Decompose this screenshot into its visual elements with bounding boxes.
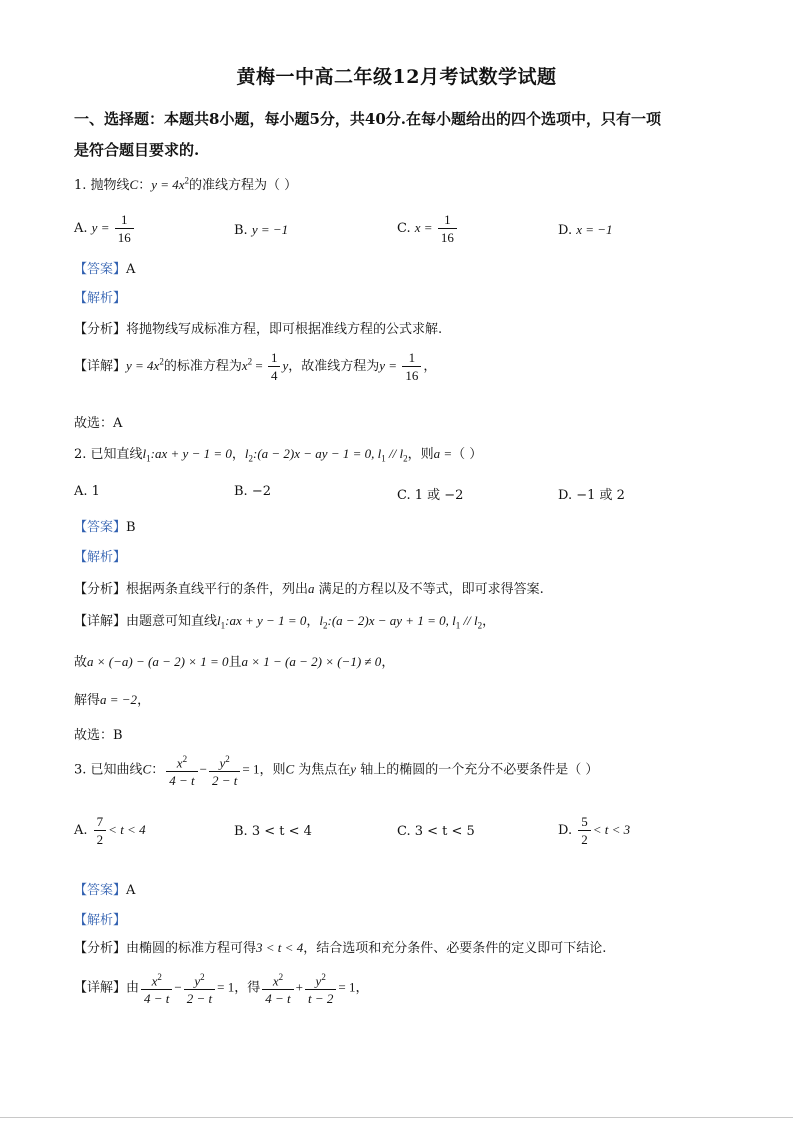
q1-analysis-label: 【解析】 <box>74 291 127 306</box>
q2-detail-l1-sub: 1 <box>220 620 226 631</box>
q3-detail-num1-var: x <box>151 973 158 989</box>
q3-detail-num4-exp: 2 <box>321 972 326 982</box>
q1-answer-value: A <box>126 262 136 277</box>
q2-stem-par: 1 <box>381 453 386 464</box>
q3-answer-label: 【答案】 <box>74 883 127 898</box>
q2-detail-par3: 2 <box>477 620 483 631</box>
q2-detail-l2-sub: 2 <box>322 620 328 631</box>
q1-option-d-label: D. <box>558 223 573 238</box>
q2-detail-l2: l <box>319 613 323 628</box>
q2-stem-eq1: :ax + y − 1 = 0 <box>150 446 232 461</box>
q1-option-c-den: 16 <box>440 230 454 245</box>
q3-stem <box>74 752 598 788</box>
q3-fenxi-eq: 3 < t < 4 <box>256 940 304 955</box>
q3-stem-fraction1 <box>166 752 197 788</box>
q3-detail-den2: 2 − t <box>186 991 213 1007</box>
q2-option-c: C. 1 或 −2 <box>397 488 464 503</box>
q1-option-a-den: 16 <box>117 230 131 245</box>
q3-stem-c2: C <box>285 761 295 777</box>
q2-fenxi-pre: 根据两条直线平行的条件，列出 <box>126 582 309 597</box>
q3-fenxi <box>74 937 606 956</box>
q3-stem-eq: = 1 <box>242 761 260 777</box>
q1-option-c-pre: x = <box>414 220 436 235</box>
q2-answer <box>74 516 136 535</box>
q2-fenxi-a: a <box>308 581 315 596</box>
q3-stem-num1-exp: 2 <box>182 754 188 764</box>
q1-fenxi-text: 将抛物线写成标准方程，即可根据准线方程的公式求解. <box>126 322 443 337</box>
q1-stem <box>74 174 297 193</box>
q1-stem-colon: ： <box>138 178 152 193</box>
q3-stem-num1 <box>166 752 197 772</box>
q2-detail-label: 【详解】 <box>74 614 127 629</box>
q1-detail-mid: 的标准方程为 <box>163 359 242 374</box>
q2-stem-post: ，则 <box>407 447 434 462</box>
q2-detail-par2: // l <box>460 613 478 628</box>
q3-analysis-label: 【解析】 <box>74 913 127 928</box>
q3-detail-eq: = 1 <box>217 979 235 995</box>
q1-option-b <box>234 222 288 238</box>
q1-detail-y2: y = <box>379 358 401 373</box>
q1-detail-eq2: x <box>241 358 248 373</box>
q3-detail-den3: 4 − t <box>265 991 291 1007</box>
q2-line3-eq: a = −2 <box>100 692 138 707</box>
q3-stem-minus: − <box>199 761 207 777</box>
q3-option-d-fraction <box>578 814 591 847</box>
q3-detail-op1: − <box>174 979 182 995</box>
q2-line3 <box>74 689 150 708</box>
q3-detail-den4: t − 2 <box>308 991 334 1007</box>
q3-fenxi-post: ，结合选项和充分条件、必要条件的定义即可下结论. <box>303 941 607 956</box>
q3-detail-num3 <box>262 970 293 990</box>
q3-detail-num4-var: y <box>315 973 322 989</box>
q3-stem-pre: 3. 已知曲线 <box>74 762 143 778</box>
q2-line3-pre: 解得 <box>74 693 101 708</box>
q2-stem-eq2: :(a − 2)x − ay − 1 = 0, l <box>253 446 382 461</box>
q2-stem-l1-sub: 1 <box>146 453 151 464</box>
q2-stem-l2-sub: 2 <box>248 453 253 464</box>
q1-option-a-fraction <box>115 212 134 245</box>
q1-option-c-fraction <box>438 212 457 245</box>
q2-detail-eq2: :(a − 2)x − ay + 1 = 0, l <box>327 613 456 628</box>
q1-stem-c: C <box>129 177 139 192</box>
q2-fenxi-post: 满足的方程以及不等式，即可求得答案. <box>314 582 544 597</box>
q1-detail-exp2: 2 <box>247 356 253 367</box>
q1-stem-eq: y = 4x <box>151 177 185 192</box>
q3-detail-num3-var: x <box>272 973 279 989</box>
q2-line2-eq2: a × 1 − (a − 2) × (−1) ≠ 0 <box>241 654 382 669</box>
q1-option-b-text: y = −1 <box>251 222 289 237</box>
q2-stem-par2: // l <box>385 446 404 461</box>
q3-option-a-label: A. <box>74 823 88 838</box>
q2-answer-value: B <box>126 520 136 535</box>
q3-option-a-fraction <box>94 814 107 847</box>
section-heading-line2: 是符合题目要求的. <box>74 141 200 159</box>
q3-answer-value: A <box>126 883 136 898</box>
q1-option-b-label: B. <box>234 223 248 238</box>
q2-fenxi-label: 【分析】 <box>74 582 127 597</box>
q3-detail-num2-exp: 2 <box>200 972 205 982</box>
q3-detail-num4 <box>305 970 336 990</box>
q2-detail-end: ， <box>482 614 496 629</box>
q3-detail-num1-exp: 2 <box>157 972 162 982</box>
q3-stem-c: C <box>142 761 152 777</box>
q3-option-b: B. 3 < t < 4 <box>234 824 312 839</box>
q3-fenxi-pre: 由椭圆的标准方程可得 <box>126 941 257 956</box>
q3-option-d-label: D. <box>558 823 573 838</box>
q1-detail-end: ， <box>423 359 437 374</box>
q1-detail-den2: 16 <box>405 368 419 383</box>
q2-detail-l1: l <box>217 613 221 628</box>
q2-detail-eq1: :ax + y − 1 = 0 <box>225 613 307 628</box>
q2-stem-sep: ， <box>231 447 245 462</box>
q2-stem-l1: l <box>142 446 147 461</box>
q2-detail-pre: 由题意可知直线 <box>126 614 218 629</box>
q3-option-a-den: 2 <box>96 832 104 847</box>
q2-fenxi <box>74 578 544 597</box>
q1-option-a-label: A. <box>74 221 88 236</box>
q3-detail-pre: 由 <box>126 980 140 996</box>
q1-detail <box>74 350 436 383</box>
q2-option-a: A. 1 <box>74 484 100 499</box>
q1-detail-exp: 2 <box>159 356 164 367</box>
q1-option-a <box>74 212 136 245</box>
section-heading-line1: 一、选择题：本题共8小题，每小题5分，共40分.在每小题给出的四个选项中，只有一项 <box>74 110 661 128</box>
q3-fenxi-label: 【分析】 <box>74 941 127 956</box>
q2-option-d: D. −1 或 2 <box>558 488 625 503</box>
q3-detail-num2-var: y <box>194 973 201 989</box>
q2-line2 <box>74 651 394 670</box>
q1-option-c-num: 1 <box>438 212 457 229</box>
q3-detail-fraction4 <box>305 970 336 1006</box>
q3-detail-op2: + <box>295 979 303 995</box>
q2-stem-blank: （ ） <box>452 447 483 462</box>
q2-option-b: B. −2 <box>234 484 271 499</box>
q2-detail <box>74 610 495 631</box>
q1-detail-eq2b: = <box>252 358 266 373</box>
q3-detail <box>74 970 369 1006</box>
q3-option-d-num: 5 <box>578 814 591 831</box>
q1-detail-mid2: ，故准线方程为 <box>288 359 380 374</box>
q3-option-d <box>558 814 630 847</box>
q3-stem-num2-exp: 2 <box>225 754 230 764</box>
q2-stem-pre: 2. 已知直线 <box>74 447 143 462</box>
q3-stem-y: y <box>350 761 357 777</box>
q3-stem-num1-var: x <box>176 755 183 771</box>
q2-choose: 故选：B <box>74 728 123 743</box>
q2-answer-label: 【答案】 <box>74 520 127 535</box>
q3-stem-post1: ，则 <box>259 762 286 778</box>
q2-line3-end: ， <box>137 693 151 708</box>
q3-detail-mid: ，得 <box>234 980 261 996</box>
q1-detail-y: y <box>282 358 289 373</box>
q1-detail-num2: 1 <box>402 350 421 367</box>
q1-stem-post: 的准线方程为（ ） <box>189 178 298 193</box>
q1-option-d <box>558 222 613 238</box>
q3-detail-den1: 4 − t <box>144 991 170 1007</box>
q3-stem-num2-var: y <box>219 755 226 771</box>
q1-detail-num: 1 <box>268 350 281 367</box>
q3-detail-fraction3 <box>262 970 293 1006</box>
q3-detail-num1 <box>141 970 172 990</box>
q2-line2-end: ， <box>381 655 395 670</box>
q3-stem-fraction2 <box>209 752 240 788</box>
q1-detail-eq: y = 4x <box>126 358 160 373</box>
q2-line2-eq: a × (−a) − (a − 2) × 1 = 0 <box>87 654 229 669</box>
q1-choose: 故选：A <box>74 416 123 431</box>
q3-detail-eq2: = 1 <box>338 979 356 995</box>
q1-detail-label: 【详解】 <box>74 359 127 374</box>
q3-stem-post3: 轴上的椭圆的一个充分不必要条件是（ ） <box>356 762 599 778</box>
q2-analysis-label: 【解析】 <box>74 550 127 565</box>
q2-line2-mid: 且 <box>228 655 242 670</box>
q1-option-c <box>397 212 459 245</box>
q3-detail-fraction2 <box>184 970 215 1006</box>
q1-fenxi <box>74 318 442 337</box>
q1-stem-pre: 1. 抛物线 <box>74 178 130 193</box>
q2-stem-par3: 2 <box>403 453 408 464</box>
q3-answer <box>74 879 135 898</box>
q3-detail-label: 【详解】 <box>74 980 127 996</box>
q3-stem-den2: 2 − t <box>211 773 238 789</box>
q3-option-c: C. 3 < t < 5 <box>397 824 475 839</box>
q3-option-a-num: 7 <box>94 814 107 831</box>
q1-option-d-text: x = −1 <box>576 222 613 237</box>
q2-detail-sep: ， <box>306 614 320 629</box>
q3-stem-den1: 4 − t <box>169 773 195 789</box>
q2-line2-pre: 故 <box>74 655 88 670</box>
q3-detail-num3-exp: 2 <box>278 972 284 982</box>
q3-stem-colon: ： <box>151 762 165 778</box>
q3-detail-num2 <box>184 970 215 990</box>
q1-detail-fraction2 <box>402 350 421 383</box>
page-bottom-divider <box>0 1117 793 1118</box>
q3-option-d-den: 2 <box>581 832 588 847</box>
page-title: 黄梅一中高二年级12月考试数学试题 <box>236 66 557 88</box>
q1-answer-label: 【答案】 <box>74 262 127 277</box>
q1-option-a-pre: y = <box>91 220 113 235</box>
q2-stem <box>74 443 482 464</box>
q1-detail-fraction <box>268 350 281 383</box>
q2-detail-par: 1 <box>455 620 461 631</box>
q3-detail-end: ， <box>355 980 369 996</box>
q2-stem-l2: l <box>244 446 249 461</box>
q1-option-c-label: C. <box>397 221 411 236</box>
q1-option-a-num: 1 <box>115 212 134 229</box>
q3-option-a <box>74 814 146 847</box>
q1-fenxi-label: 【分析】 <box>74 322 127 337</box>
q3-option-d-rest: < t < 3 <box>592 822 631 837</box>
q3-stem-post2: 为焦点在 <box>294 762 351 778</box>
q3-stem-num2 <box>209 752 240 772</box>
q1-stem-exp: 2 <box>184 175 190 186</box>
q1-answer <box>74 258 135 277</box>
q1-detail-den: 4 <box>270 368 278 383</box>
q2-stem-a: a = <box>433 446 453 461</box>
q3-detail-fraction1 <box>141 970 172 1006</box>
q3-option-a-rest: < t < 4 <box>108 822 146 837</box>
